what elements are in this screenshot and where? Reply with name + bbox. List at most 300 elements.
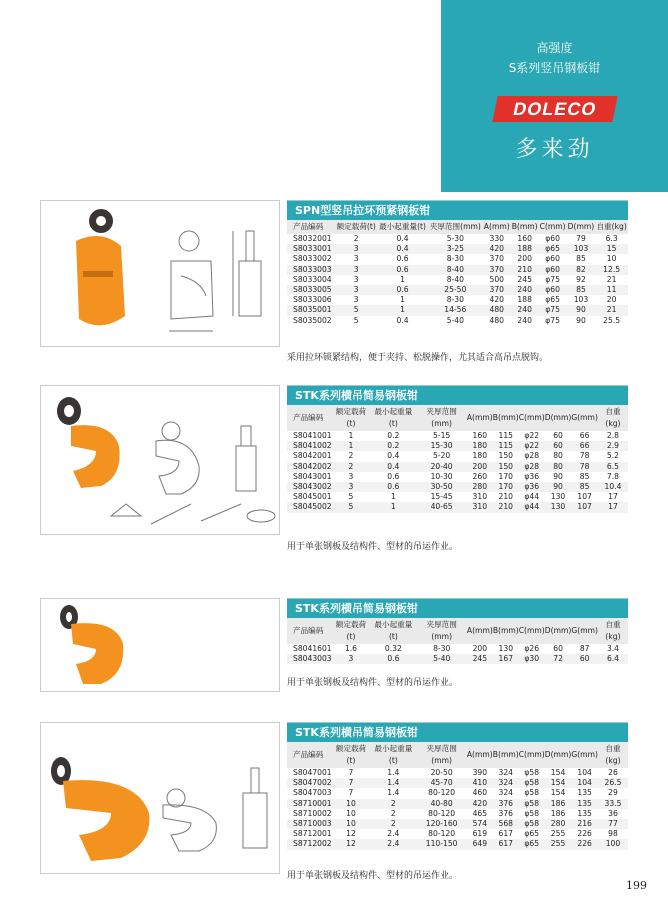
table-cell: 324 [498,778,513,788]
table-cell: 21 [606,305,617,315]
table-cell: 5 [348,502,354,512]
table-cell: 0.4 [387,451,400,461]
table-cell: 255 [550,839,566,849]
table-cell: 186 [550,808,566,818]
table-row [287,799,628,809]
product-code-cell: S8712002 [293,839,332,849]
table-cell: 90 [553,482,563,492]
table-cell: 160 [472,431,488,440]
product-image-stk-2 [40,598,280,692]
table-cell: φ30 [524,654,540,664]
table-cell: 80 [553,461,563,471]
table-cell: 1 [400,274,405,284]
table-cell: 2.4 [387,839,400,849]
table-cell: 30-50 [430,482,453,492]
table-row [287,451,628,461]
col-header: 额定载荷(t) [335,620,367,641]
table-cell: φ58 [524,768,540,777]
product-code-cell: S8041001 [293,431,332,440]
col-header: 产品编码 [293,750,324,759]
table-cell: 245 [517,274,532,284]
doleco-logo-text: DOLECO [492,96,618,122]
clamp-drawing-front [163,789,216,851]
table-cell: 77 [608,819,618,829]
table-cell: 80-120 [428,788,456,798]
product-code-cell: S8035001 [293,305,332,315]
table-cell: φ60 [545,234,560,243]
table-cell: 370 [489,264,505,274]
table-cell: 210 [498,502,513,512]
table-cell: 150 [498,451,513,461]
table-cell: 7 [348,778,354,788]
table-cell: 170 [498,471,513,481]
product-code-cell: S8047003 [293,788,332,798]
clamp-drawing-side [233,231,261,316]
table-cell: 5 [353,315,359,325]
table-row [287,482,628,492]
spec-table-spn [287,200,628,326]
table-cell: 480 [489,305,505,315]
table-cell: φ58 [524,778,540,788]
col-header: 产品编码 [293,413,324,422]
table-cell: 5.2 [606,451,619,461]
col-header: 最小起重量(t) [379,222,426,231]
table-row [287,305,628,315]
product-code-cell: S8710002 [293,808,332,818]
table-cell: 1.6 [344,644,357,653]
table-cell: 85 [579,471,590,481]
table-cell: 107 [577,492,592,502]
table-cell: 0.4 [396,234,409,243]
table-cell: 0.2 [387,441,400,451]
table-cell: 240 [517,305,532,315]
table-cell: 649 [472,839,488,849]
table-cell: 82 [576,264,586,274]
table-cell: 3 [353,254,359,264]
table-row [287,502,628,512]
table-cell: 390 [472,768,488,777]
table-cell: φ26 [524,644,540,653]
table-cell: 17 [608,492,618,502]
table-cell: 167 [498,654,514,664]
table-cell: 90 [576,305,586,315]
table-cell: φ65 [545,295,560,305]
table-cell: 3 [353,285,359,295]
table-cell: 240 [517,315,532,325]
table-cell: 115 [498,431,513,440]
table-row [287,492,628,502]
col-header: 额定载荷(t) [335,744,367,765]
spec-table-stk-3 [287,722,628,850]
table-cell: 3.4 [606,644,620,653]
table-cell: 10 [346,819,356,829]
table-cell: 0.6 [396,285,409,295]
table-cell: φ75 [545,305,560,315]
table-cell: 135 [577,798,592,808]
table-cell: 78 [579,451,590,461]
product-code-cell: S8047002 [293,778,332,788]
brand-header [441,0,668,192]
clamp-photo [76,209,125,325]
table-row [287,441,628,451]
table-cell: 617 [498,839,513,849]
table-cell: 280 [472,482,488,492]
product-code-cell: S8035002 [293,315,332,325]
product-code-cell: S8043002 [293,482,332,492]
table-row [287,829,628,839]
table-cell: 0.32 [384,644,402,653]
section-title: STK系列横吊简易钢板钳 [287,598,628,618]
col-header: D(mm) [544,626,572,635]
table-cell: φ58 [524,819,540,829]
brand-subtitle-series: S系列竖吊钢板钳 [508,61,601,75]
doleco-logo [495,92,615,126]
table-cell: 10 [346,808,356,818]
table-row [287,809,628,819]
table-cell: 410 [472,778,488,788]
table-cell: 5 [353,305,359,315]
clamp-photo [60,605,123,684]
table-cell: 60 [579,654,590,664]
table-cell: 103 [573,295,589,305]
table-cell: 310 [472,492,488,502]
table-cell: 45-70 [430,778,453,788]
table-cell: 1 [390,492,396,502]
table-cell: 29 [608,788,618,798]
table-cell: 72 [553,654,563,664]
table-cell: 245 [472,654,488,664]
table-cell: 3 [348,654,354,664]
table-cell: 5-40 [433,654,451,664]
table-cell: φ60 [545,254,560,264]
table-cell: 5-20 [433,451,451,461]
product-code-cell: S8710001 [293,798,332,808]
table-cell: 15 [606,244,617,254]
col-header: B(mm) [492,413,519,422]
table-cell: φ65 [524,829,540,839]
table-cell: 0.6 [387,482,400,492]
brand-subtitle-strength: 高强度 [536,41,573,55]
table-cell: 1.4 [387,788,400,798]
table-cell: 3 [348,471,354,481]
table-cell: 420 [472,798,488,808]
section-note: 用于单张钢板及结构件、型材的吊运作业。 [287,871,459,881]
table-cell: φ58 [524,788,540,798]
table-cell: 330 [489,234,505,243]
table-cell: 11 [606,285,617,295]
table-cell: 3 [353,295,359,305]
product-code-cell: S8041601 [293,644,332,653]
table-cell: 12 [346,829,356,839]
table-cell: 104 [577,768,592,777]
table-cell: φ44 [524,502,540,512]
table-cell: 5-40 [446,315,464,325]
table-cell: φ58 [524,808,540,818]
table-cell: 2 [353,234,359,243]
product-code-cell: S8042002 [293,461,332,471]
table-row [287,819,628,829]
table-cell: φ75 [545,315,560,325]
table-cell: 60 [553,644,563,653]
table-cell: 20 [606,295,617,305]
product-code-cell: S8043003 [293,654,332,664]
table-cell: 216 [577,819,592,829]
table-cell: φ22 [524,431,540,440]
product-code-cell: S8032001 [293,234,332,243]
product-code-cell: S8042001 [293,451,332,461]
col-header: 产品编码 [293,626,324,635]
col-header: G(mm) [571,750,598,759]
table-cell: φ65 [545,244,560,254]
table-cell: 20-40 [430,461,453,471]
table-cell: 0.6 [396,254,409,264]
table-cell: 14-56 [444,305,467,315]
clamp-drawing-side [243,768,267,848]
table-cell: 1 [348,431,354,440]
table-cell: 6.4 [606,654,620,664]
table-cell: φ36 [524,471,540,481]
table-row [287,778,628,788]
table-cell: 568 [498,819,513,829]
spec-table [287,405,628,513]
product-code-cell: S8045001 [293,492,332,502]
table-cell: 8-40 [446,274,464,284]
spec-table-stk-2 [287,598,628,664]
table-cell: φ44 [524,492,540,502]
table-cell: 7 [348,768,354,777]
product-code-cell: S8033003 [293,264,332,274]
table-cell: 8-30 [446,254,464,264]
table-row [287,254,628,264]
table-cell: 12.5 [603,264,621,274]
product-code-cell: S8033006 [293,295,332,305]
table-cell: 0.4 [387,461,400,471]
table-row [287,244,628,254]
col-header: D(mm) [544,750,572,759]
spec-table-stk-1 [287,385,628,513]
col-header: A(mm) [466,626,493,635]
table-cell: 20-50 [430,768,453,777]
table-cell: 186 [550,798,566,808]
table-cell: φ75 [545,274,560,284]
table-cell: 370 [489,254,505,264]
table-cell: 2 [390,798,396,808]
table-cell: 107 [577,502,592,512]
table-cell: 2.4 [387,829,400,839]
table-cell: 80-120 [428,829,456,839]
table-cell: 5-15 [433,431,451,440]
table-cell: 1 [348,441,354,451]
table-cell: 226 [577,829,592,839]
table-cell: 150 [498,461,513,471]
table-cell: 60 [553,431,563,440]
table-cell: 3-25 [446,244,464,254]
col-header: 产品编码 [293,222,324,231]
table-cell: 21 [606,274,617,284]
table-cell: φ22 [524,441,540,451]
table-cell: 280 [550,819,566,829]
product-code-cell: S8043001 [293,471,332,481]
table-cell: 260 [472,471,488,481]
table-cell: 78 [579,461,590,471]
table-cell: 1.4 [387,778,400,788]
col-header: 夹厚范围(mm) [426,407,457,428]
table-cell: 36 [608,808,618,818]
col-header: 自重(kg) [605,407,621,428]
table-cell: 87 [579,644,590,653]
table-cell: 60 [553,441,563,451]
table-cell: 115 [498,441,513,451]
col-header: B(mm) [492,626,519,635]
table-cell: 6.5 [606,461,619,471]
table-cell: 240 [517,285,532,295]
table-cell: 180 [472,441,488,451]
table-cell: 12 [346,839,356,849]
table-cell: 26 [608,768,618,777]
table-cell: 10 [606,254,617,264]
product-code-cell: S8041002 [293,441,332,451]
col-header: D(mm) [567,222,595,231]
product-code-cell: S8033004 [293,274,332,284]
table-cell: φ65 [524,839,540,849]
section-title: STK系列横吊简易钢板钳 [287,722,628,742]
col-header: C(mm) [518,626,545,635]
table-cell: 130 [498,644,514,653]
table-row [287,472,628,482]
col-header: G(mm) [571,413,598,422]
table-cell: 92 [576,274,586,284]
clamp-drawing-front [169,231,213,331]
table-cell: 25-50 [444,285,467,295]
table-cell: 376 [498,808,513,818]
table-cell: 376 [498,798,513,808]
col-header: G(mm) [571,626,598,635]
table-cell: 188 [517,295,532,305]
table-cell: φ60 [545,264,560,274]
section-note: 用于单张钢板及结构件、型材的吊运作业。 [287,542,459,552]
table-row [287,234,628,244]
col-header: 自重(kg) [605,744,621,765]
table-cell: 6.3 [605,234,618,243]
table-cell: 200 [517,254,532,264]
table-cell: 15-30 [430,441,453,451]
table-cell: 1 [400,295,405,305]
table-row [287,462,628,472]
table-cell: 480 [489,315,505,325]
col-header: 额定载荷(t) [336,222,376,231]
product-code-cell: S8033002 [293,254,332,264]
table-cell: 103 [573,244,589,254]
col-header: A(mm) [466,413,493,422]
table-cell: 10-30 [430,471,453,481]
table-cell: 619 [472,829,488,839]
col-header: 自重(kg) [596,222,627,231]
table-cell: 370 [489,285,505,295]
table-cell: 0.6 [396,264,409,274]
table-cell: 420 [489,244,505,254]
table-cell: 10 [346,798,356,808]
table-cell: 2.9 [606,441,619,451]
col-header: B(mm) [492,750,519,759]
table-cell: 3 [348,482,354,492]
col-header: 最小起重量(t) [374,744,413,765]
table-cell: 33.5 [604,798,622,808]
table-cell: φ28 [524,451,540,461]
table-cell: 17 [608,502,618,512]
clamp-drawing-side [236,426,256,491]
table-cell: 2 [390,808,396,818]
table-row [287,316,628,326]
table-cell: 1 [390,502,396,512]
col-header: C(mm) [518,413,545,422]
table-row [287,788,628,798]
table-cell: 98 [608,829,618,839]
col-header: A(mm) [483,222,510,231]
table-cell: 90 [553,471,563,481]
product-code-cell: S8033005 [293,285,332,295]
col-header: D(mm) [544,413,572,422]
table-row [287,285,628,295]
table-cell: 0.4 [396,244,409,254]
col-header: 夹厚范围(mm) [426,744,457,765]
table-cell: 500 [489,274,505,284]
table-cell: 40-65 [430,502,453,512]
section-note: 用于单张钢板及结构件、型材的吊运作业。 [287,678,459,688]
table-cell: 0.6 [387,654,400,664]
table-cell: 180 [472,451,488,461]
table-cell: 465 [472,808,488,818]
table-cell: φ60 [545,285,560,295]
product-image-stk-1 [40,385,280,535]
spec-table [287,742,628,850]
table-cell: 85 [576,254,586,264]
table-row [287,654,628,664]
col-header: B(mm) [511,222,538,231]
table-cell: 66 [579,431,590,440]
clamp-photo [57,397,120,488]
table-cell: φ28 [524,461,540,471]
table-cell: 210 [498,492,513,502]
table-cell: 2 [390,819,396,829]
col-header: 最小起重量(t) [374,620,413,641]
page-number: 199 [626,879,647,892]
table-cell: 110-150 [425,839,458,849]
table-cell: φ58 [524,798,540,808]
product-code-cell: S8712001 [293,829,332,839]
product-image-spn [40,200,280,347]
table-cell: 617 [498,829,513,839]
table-cell: 255 [550,829,566,839]
col-header: A(mm) [466,750,493,759]
table-cell: 324 [498,788,513,798]
brand-chinese-name: 多来劲 [515,137,594,162]
col-header: 最小起重量(t) [374,407,413,428]
table-cell: 5 [348,492,354,502]
table-cell: 154 [550,788,566,798]
table-cell: 8-30 [433,644,451,653]
table-cell: 135 [577,788,592,798]
table-cell: 170 [498,482,513,492]
table-row [287,275,628,285]
section-title: STK系列横吊简易钢板钳 [287,385,628,405]
table-cell: 324 [498,768,513,777]
table-cell: 188 [517,244,532,254]
table-cell: 5-30 [446,234,464,243]
table-cell: 1 [400,305,405,315]
table-cell: 104 [577,778,592,788]
section-title: SPN型竖吊拉环预紧钢板钳 [287,200,628,220]
table-cell: 8-40 [446,264,464,274]
